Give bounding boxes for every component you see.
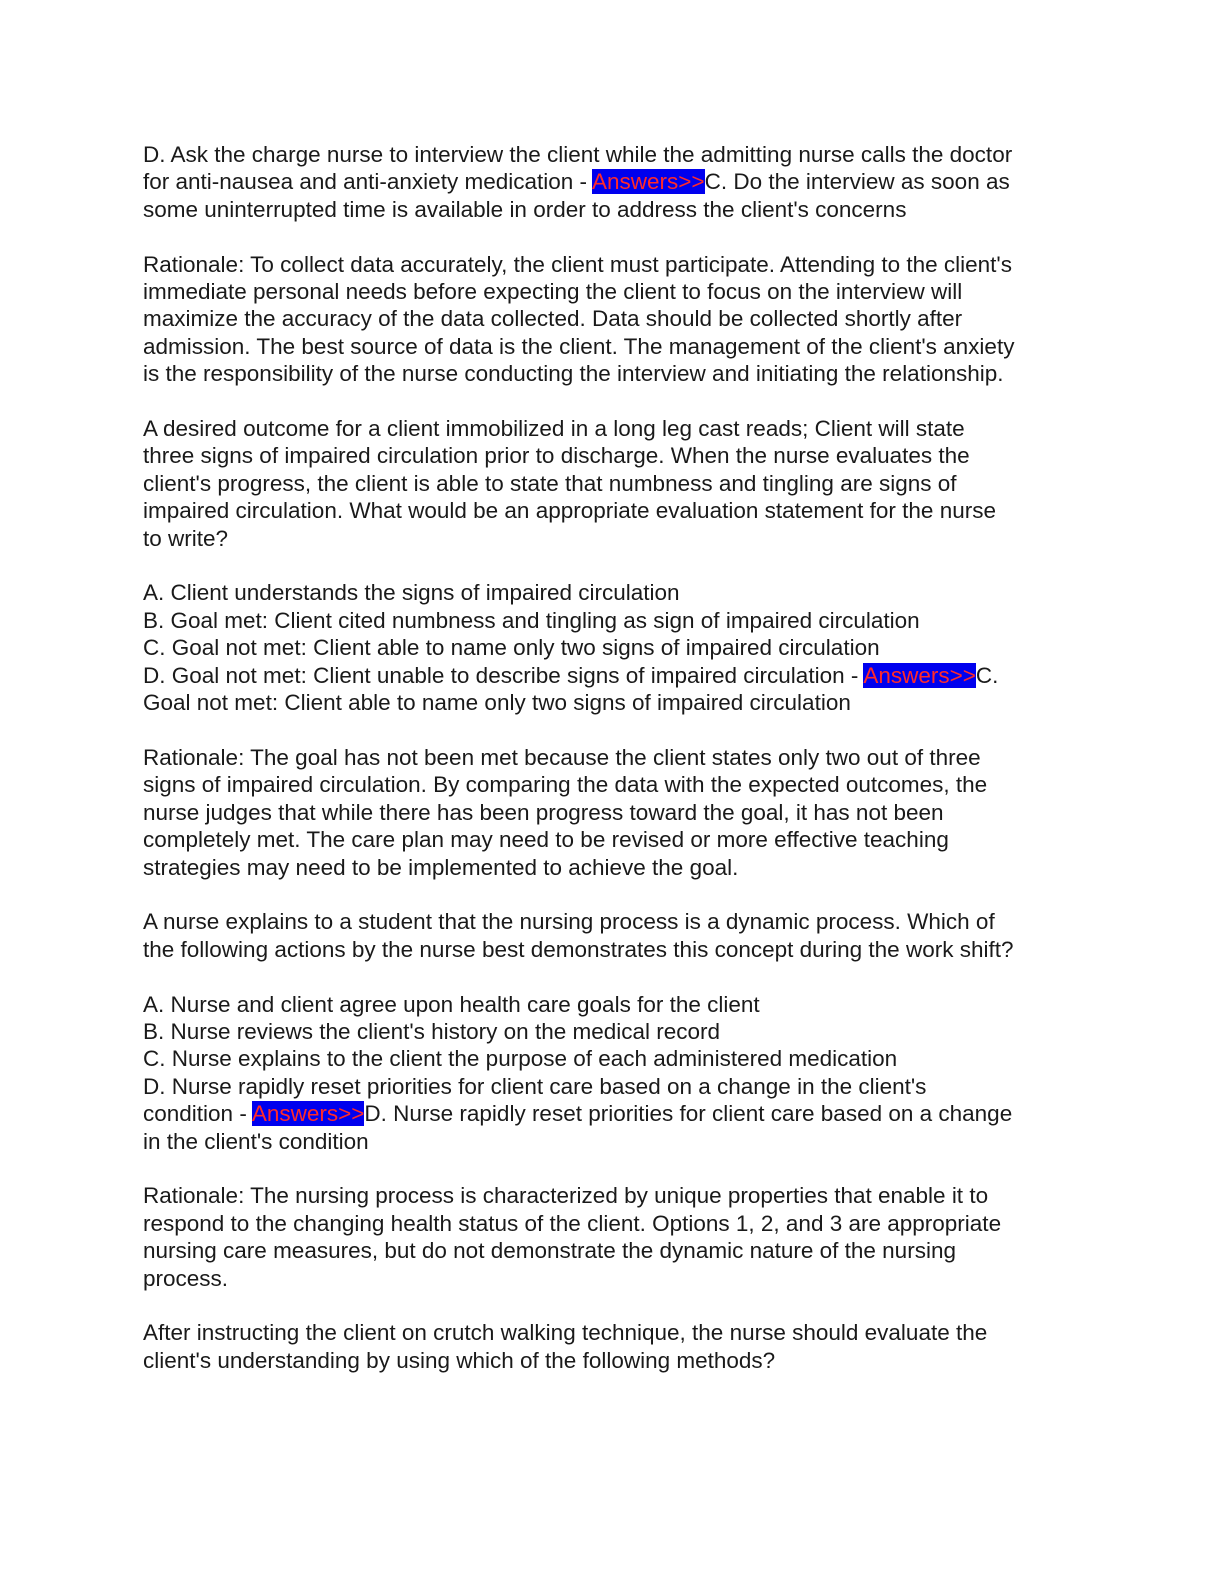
text-segment: Rationale: To collect data accurately, the client must participate. Attending to the client's — [143, 251, 1012, 277]
text-segment: D. Nurse rapidly reset priorities for client care based on a change — [364, 1101, 1013, 1127]
text-segment: A. Client understands the signs of impaired circulation — [143, 580, 680, 606]
paragraph — [143, 908, 1083, 963]
paragraph — [143, 141, 1083, 223]
text-segment: the following actions by the nurse best demonstrates this concept during the work shift? — [143, 936, 1014, 962]
text-segment: some uninterrupted time is available in order to address the client's concerns — [143, 196, 907, 222]
text-segment: C. Goal not met: Client able to name only two signs of impaired circulation — [143, 635, 880, 661]
text-segment: process. — [143, 1265, 229, 1291]
paragraph — [143, 744, 1083, 881]
text-segment: C. — [975, 662, 999, 688]
text-segment: C. Do the interview as soon as — [704, 169, 1010, 195]
text-segment: strategies may need to be implemented to achieve the goal. — [143, 854, 739, 880]
paragraph — [143, 1182, 1083, 1292]
text-segment: Rationale: The nursing process is characterized by unique properties that enable it to — [143, 1183, 989, 1209]
text-segment: A nurse explains to a student that the nursing process is a dynamic process. Which of — [143, 909, 995, 935]
document-page — [143, 141, 1083, 1402]
paragraph — [143, 1319, 1083, 1374]
text-segment: D. Nurse rapidly reset priorities for client care based on a change in the client's — [143, 1073, 927, 1099]
answer-marker: Answers>> — [592, 169, 705, 195]
text-segment: D. Goal not met: Client unable to describe signs of impaired circulation - — [143, 662, 864, 688]
text-segment: to write? — [143, 525, 229, 551]
text-segment: D. Ask the charge nurse to interview the client while the admitting nurse calls the doctor — [143, 142, 1013, 167]
text-segment: B. Goal met: Client cited numbness and tingling as sign of impaired circulation — [143, 607, 920, 633]
text-segment: in the client's condition — [143, 1128, 369, 1154]
paragraph — [143, 251, 1083, 388]
text-segment: admission. The best source of data is the client. The management of the client's anxiety — [143, 333, 1015, 359]
text-segment: A desired outcome for a client immobilized in a long leg cast reads; Client will state — [143, 416, 965, 442]
text-segment: client's understanding by using which of the following methods? — [143, 1347, 776, 1373]
text-segment: client's progress, the client is able to state that numbness and tingling are signs of — [143, 470, 957, 496]
answer-marker: Answers>> — [863, 662, 976, 688]
text-segment: Goal not met: Client able to name only two signs of impaired circulation — [143, 690, 851, 716]
text-segment: nurse judges that while there has been progress toward the goal, it has not been — [143, 799, 944, 825]
answer-marker: Answers>> — [251, 1101, 365, 1127]
paragraph — [143, 415, 1083, 552]
text-segment: nursing care measures, but do not demonstrate the dynamic nature of the nursing — [143, 1238, 956, 1264]
text-segment: signs of impaired circulation. By comparing the data with the expected outcomes, the — [143, 772, 988, 798]
text-segment: respond to the changing health status of the client. Options 1, 2, and 3 are appropriate — [143, 1210, 1002, 1236]
text-segment: C. Nurse explains to the client the purpose of each administered medication — [143, 1046, 898, 1072]
text-segment: A. Nurse and client agree upon health care goals for the client — [143, 991, 760, 1017]
text-segment: impaired circulation. What would be an appropriate evaluation statement for the nurse — [143, 498, 996, 524]
paragraph — [143, 991, 1083, 1155]
text-segment: B. Nurse reviews the client's history on the medical record — [143, 1018, 721, 1044]
text-segment: three signs of impaired circulation prior to discharge. When the nurse evaluates the — [143, 443, 970, 469]
text-segment: Rationale: The goal has not been met because the client states only two out of three — [143, 744, 981, 770]
text-segment: immediate personal needs before expecting the client to focus on the interview will — [143, 279, 963, 305]
paragraph — [143, 579, 1083, 716]
text-segment: condition - — [143, 1101, 252, 1127]
text-segment: is the responsibility of the nurse conducting the interview and initiating the relationship. — [143, 361, 1004, 387]
text-segment: completely met. The care plan may need to be revised or more effective teaching — [143, 827, 949, 853]
text-segment: maximize the accuracy of the data collected. Data should be collected shortly after — [143, 306, 963, 332]
text-segment: for anti-nausea and anti-anxiety medication - — [143, 169, 593, 195]
text-segment: After instructing the client on crutch walking technique, the nurse should evaluate the — [143, 1320, 988, 1346]
